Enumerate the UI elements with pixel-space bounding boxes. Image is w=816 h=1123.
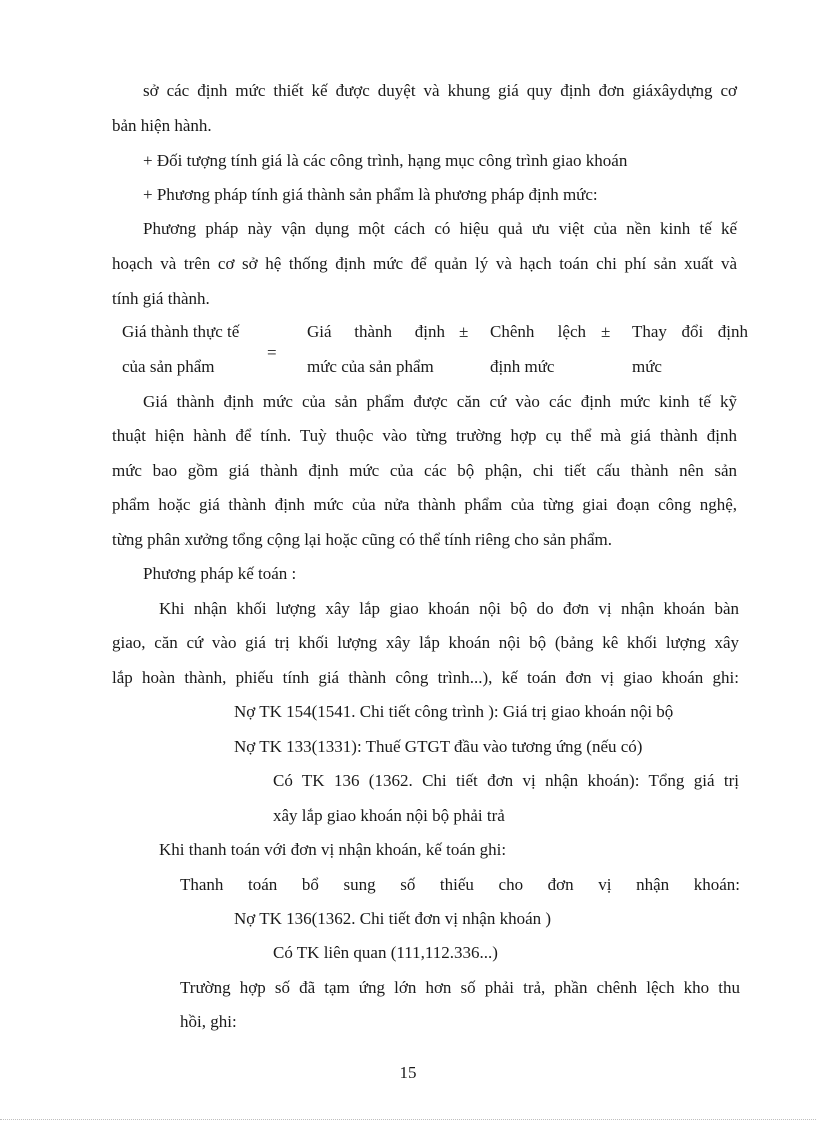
formula-lhs-line2: của sản phẩm [122,357,215,376]
text-line: Khi thanh toán với đơn vị nhận khoán, kế toán ghi: [159,840,507,859]
formula-term1-line1: Giá thành định [307,322,445,341]
text-line: tính giá thành. [112,289,210,308]
text-line: Trường hợp số đã tạm ứng lớn hơn số phải trả, phần chênh lệch kho thu [180,978,740,997]
formula-plus-minus-2: ± [601,322,611,341]
text-line: giao, căn cứ vào giá trị khối lượng xây lắp khoán nội bộ (bảng kê khối lượng xây [112,633,739,652]
text-line: sở các định mức thiết kế được duyệt và khung giá quy định đơn giáxâydựng cơ [143,81,737,100]
formula-term3-line2: mức [632,357,662,376]
text-line: bản hiện hành. [112,116,212,135]
formula-lhs-line1: Giá thành thực tế [122,322,240,341]
text-line: thuật hiện hành để tính. Tuỳ thuộc vào từng trường hợp cụ thể mà giá thành định [112,426,737,445]
journal-credit-line: Có TK liên quan (111,112.336...) [273,943,498,962]
formula-equals-sign: = [267,343,277,362]
formula-plus-minus-1: ± [459,322,469,341]
journal-debit-line: Nợ TK 133(1331): Thuế GTGT đầu vào tương ứng (nếu có) [234,737,643,756]
page-bottom-border [0,1119,816,1120]
text-line: Khi nhận khối lượng xây lắp giao khoán nội bộ do đơn vị nhận khoán bàn [159,599,739,618]
formula-term3-line1: Thay đổi định [632,322,748,341]
text-line: Giá thành định mức của sản phẩm được căn cứ vào các định mức kinh tế kỹ [143,392,737,411]
text-line: Phương pháp này vận dụng một cách có hiệu quả ưu việt của nền kinh tế kế [143,219,737,238]
text-line: mức bao gồm giá thành định mức của các bộ phận, chi tiết cấu thành nên sản [112,461,737,480]
text-line: + Phương pháp tính giá thành sản phẩm là phương pháp định mức: [143,185,598,204]
formula-term1-line2: mức của sản phẩm [307,357,434,376]
journal-debit-line: Nợ TK 154(1541. Chi tiết công trình ): Giá trị giao khoán nội bộ [234,702,674,721]
formula-term2-line1: Chênh lệch [490,322,586,341]
text-line: + Đối tượng tính giá là các công trình, hạng mục công trình giao khoán [143,151,628,170]
text-line: hồi, ghi: [180,1012,237,1031]
text-line: phẩm hoặc giá thành định mức của nửa thành phẩm của từng giai đoạn công nghệ, [112,495,737,514]
text-line: từng phân xưởng tổng cộng lại hoặc cũng có thể tính riêng cho sản phẩm. [112,530,612,549]
text-line: lắp hoàn thành, phiếu tính giá thành công trình...), kế toán đơn vị giao khoán ghi: [112,668,739,687]
journal-credit-line: xây lắp giao khoán nội bộ phải trả [273,806,505,825]
journal-debit-line: Nợ TK 136(1362. Chi tiết đơn vị nhận khoán ) [234,909,552,928]
page-number: 15 [399,1063,417,1082]
journal-credit-line: Có TK 136 (1362. Chi tiết đơn vị nhận khoán): Tổng giá trị [273,771,739,790]
text-line: hoạch và trên cơ sở hệ thống định mức để quản lý và hạch toán chi phí sản xuất và [112,254,737,273]
text-line: Phương pháp kế toán : [143,564,297,583]
text-line: Thanh toán bổ sung số thiếu cho đơn vị nhận khoán: [180,875,740,894]
formula-term2-line2: định mức [490,357,555,376]
